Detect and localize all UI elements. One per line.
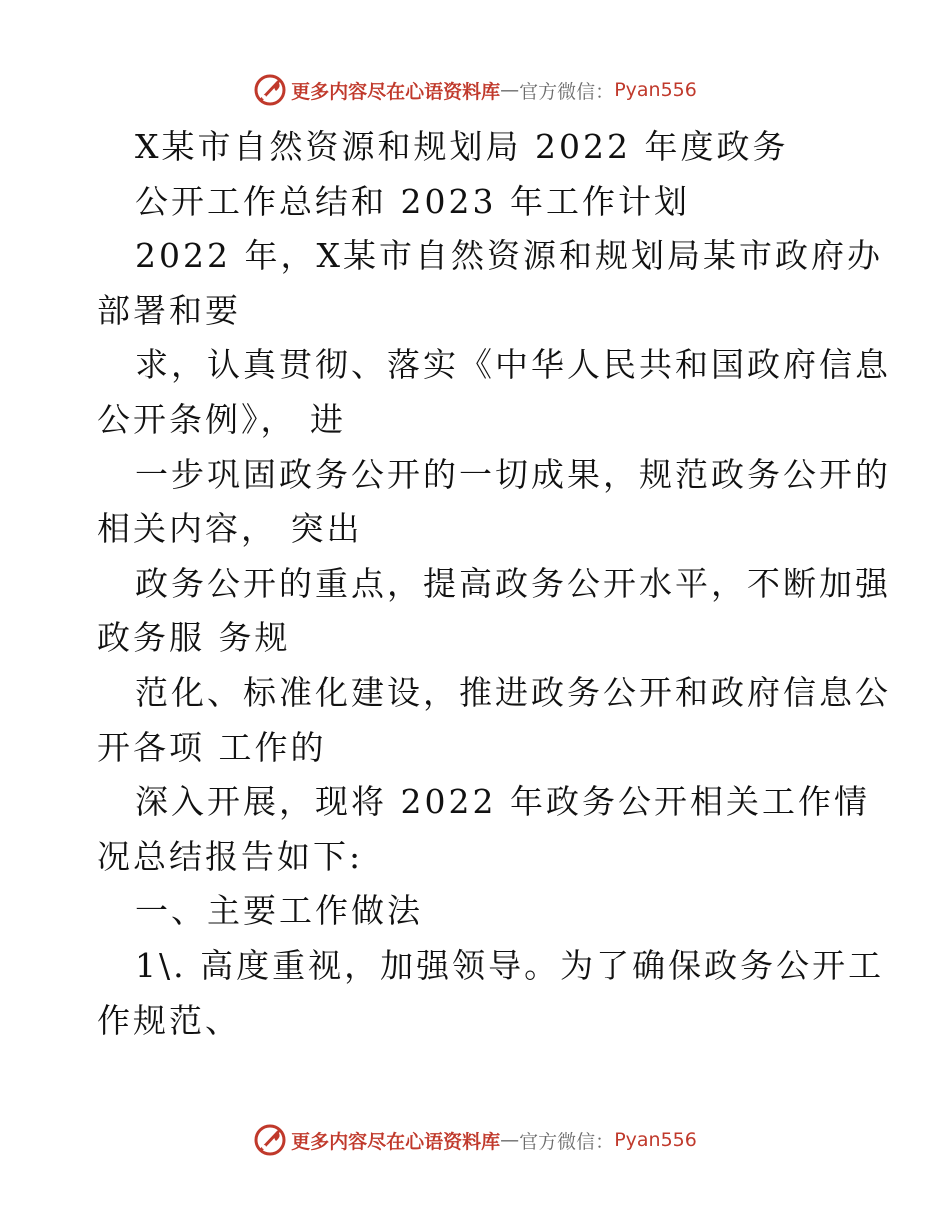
text-line: 2022 年，X某市自然资源和规划局某市政府办 (135, 236, 883, 276)
watermark-main-text: 更多内容尽在心语资料库 (291, 80, 501, 103)
text-line: 政务服 务规 (97, 618, 291, 658)
text-line: X某市自然资源和规划局 2022 年度政务 (135, 127, 789, 166)
text-line: 况总结报告如下: (97, 836, 364, 876)
header-watermark (0, 68, 950, 112)
text-line: 政务公开的重点，提高政务公开水平，不断加强 (135, 563, 891, 603)
text-line: 相关内容， 突出 (97, 509, 363, 549)
watermark-wechat-id: Pyan556 (614, 1129, 697, 1151)
text-line: 公开条例》， 进 (97, 399, 346, 439)
text-line: 公开工作总结和 2023 年工作计划 (135, 181, 690, 221)
text-line: 作规范、 (97, 1000, 241, 1040)
quill-pen-circle-icon (253, 73, 287, 107)
text-line: 深入开展，现将 2022 年政务公开相关工作情 (135, 782, 870, 822)
footer-watermark (0, 1118, 950, 1162)
text-line: 1\. 高度重视，加强领导。为了确保政务公开工 (135, 945, 885, 985)
watermark-dash: — (500, 79, 520, 101)
document-body (97, 120, 891, 1048)
text-line: 部署和要 (97, 290, 241, 330)
text-line: 范化、标准化建设，推进政务公开和政府信息公 (135, 672, 891, 712)
watermark-wechat-prefix: 官方微信： (519, 80, 615, 103)
text-line: 一步巩固政务公开的一切成果，规范政务公开的 (135, 454, 891, 494)
watermark-dash: — (500, 1129, 520, 1151)
watermark-wechat-id: Pyan556 (614, 79, 697, 101)
text-line: 求，认真贯彻、落实《中华人民共和国政府信息 (135, 345, 891, 385)
quill-pen-circle-icon (253, 1123, 287, 1157)
watermark-wechat-prefix: 官方微信： (519, 1130, 615, 1153)
section-heading: 一、主要工作做法 (135, 891, 423, 931)
text-line: 开各项 工作的 (97, 727, 327, 767)
watermark-main-text: 更多内容尽在心语资料库 (291, 1130, 501, 1153)
